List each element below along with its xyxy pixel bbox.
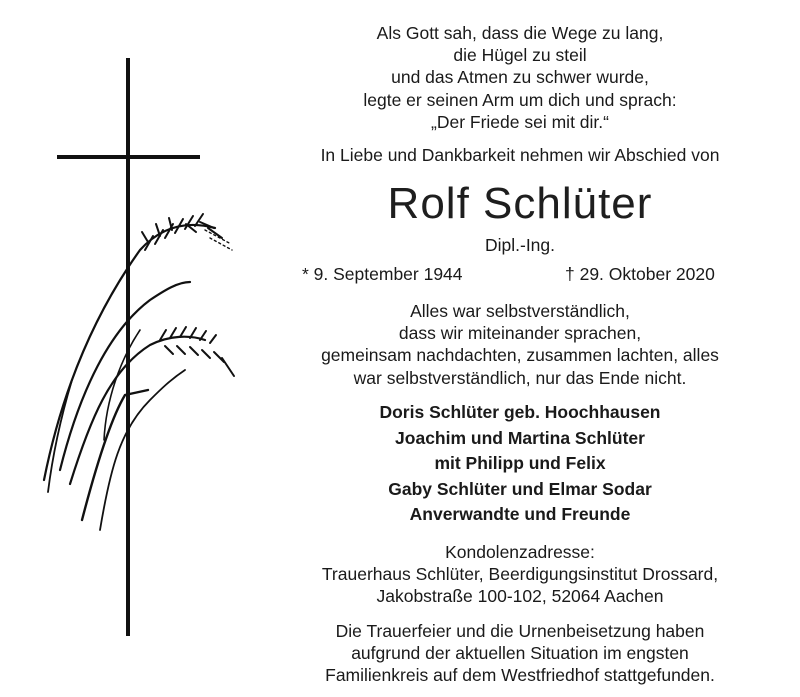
death-date: † 29. Oktober 2020 <box>565 264 715 284</box>
poem2-line: dass wir miteinander sprachen, <box>398 323 642 344</box>
wheat-ears-icon <box>44 214 234 530</box>
condolence-line: Kondolenzadresse: <box>445 542 595 562</box>
ceremony-line: Familienkreis auf dem Westfriedhof stattgefunden. <box>325 665 715 686</box>
poem2-line: Alles war selbstverständlich, <box>410 301 630 321</box>
ceremony-line: aufgrund der aktuellen Situation im engsten <box>351 643 689 664</box>
title-line: Dipl.-Ing. <box>484 235 556 255</box>
mourner-line: Doris Schlüter geb. Hoochhausen <box>379 402 661 422</box>
condolence-address <box>270 541 770 608</box>
farewell-intro <box>270 144 770 166</box>
poem-line: Als Gott sah, dass die Wege zu lang, <box>376 23 664 43</box>
poem-line: legte er seinen Arm um dich und sprach: <box>363 89 677 110</box>
mourners-list <box>270 400 770 528</box>
intro-line: In Liebe und Dankbarkeit nehmen wir Abschied von <box>320 145 720 165</box>
poem-line: die Hügel zu steil <box>453 45 587 66</box>
cross-and-wheat-illustration <box>0 0 260 697</box>
second-poem <box>270 300 770 389</box>
poem-line: und das Atmen zu schwer wurde, <box>391 67 649 88</box>
deceased-name: Rolf Schlüter <box>387 179 653 228</box>
academic-title <box>270 234 770 256</box>
life-dates <box>270 263 770 287</box>
mourner-line: mit Philipp und Felix <box>434 453 606 474</box>
opening-poem <box>270 22 770 133</box>
birth-date: * 9. September 1944 <box>302 264 463 284</box>
condolence-line: Jakobstraße 100-102, 52064 Aachen <box>376 586 664 607</box>
mourner-line: Anverwandte und Freunde <box>409 504 631 525</box>
poem-line: „Der Friede sei mit dir.“ <box>431 111 609 132</box>
poem2-line: war selbstverständlich, nur das Ende nicht. <box>353 367 687 388</box>
ceremony-note <box>270 620 770 687</box>
ceremony-line: Die Trauerfeier und die Urnenbeisetzung haben <box>335 621 705 641</box>
mourner-line: Gaby Schlüter und Elmar Sodar <box>388 478 652 499</box>
mourner-line: Joachim und Martina Schlüter <box>395 427 645 448</box>
poem2-line: gemeinsam nachdachten, zusammen lachten, alles <box>321 345 719 366</box>
condolence-line: Trauerhaus Schlüter, Beerdigungsinstitut Drossard, <box>321 564 719 585</box>
